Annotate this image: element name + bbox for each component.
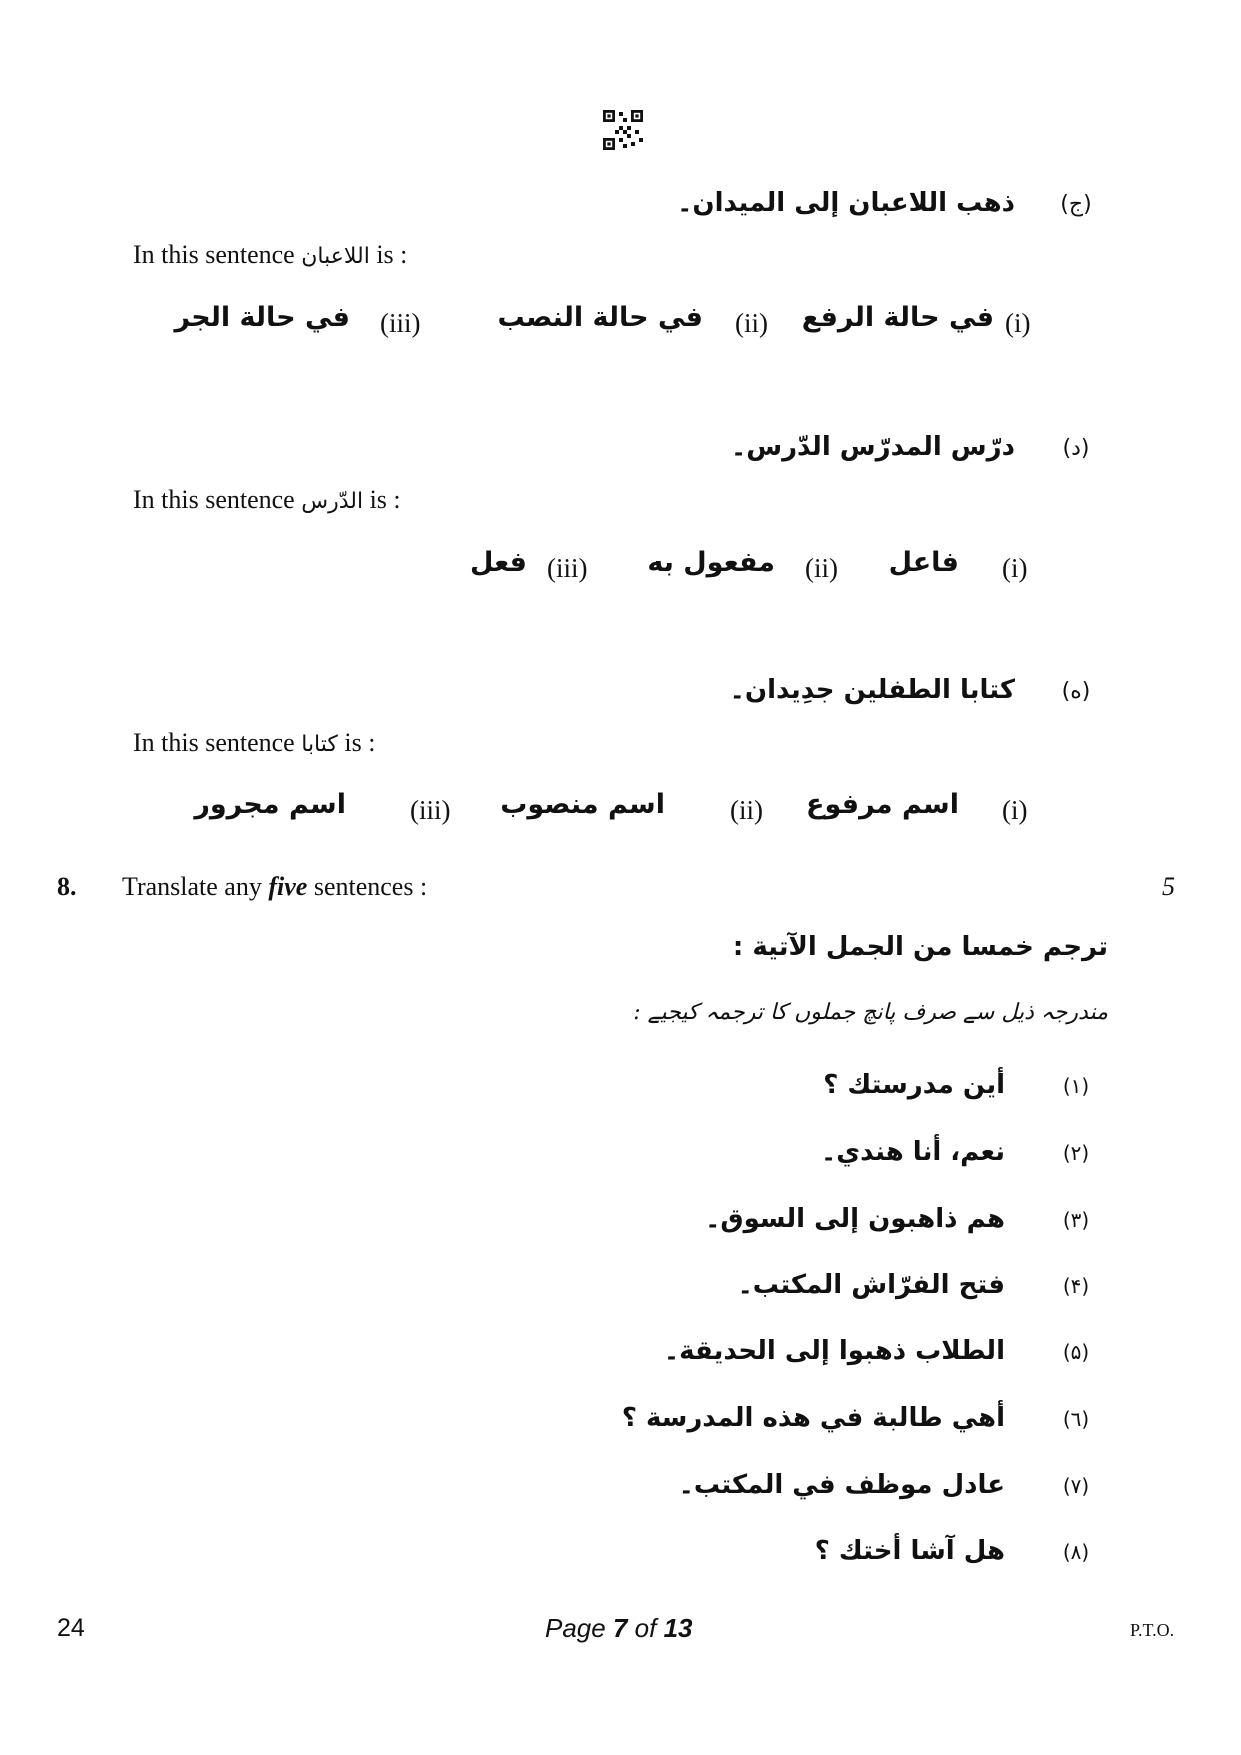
item-marker: (۵) (1062, 1340, 1090, 1364)
item-marker: (٦) (1062, 1407, 1090, 1431)
item-text: عادل موظف في المكتب۔ (678, 1470, 1005, 1500)
part-sentence: كتابا الطفلين جدِيدان۔ (729, 675, 1015, 705)
item-marker: (٨) (1062, 1540, 1090, 1564)
translation-item (815, 1536, 1111, 1566)
option-number: (ii) (730, 795, 763, 825)
part-options (0, 545, 1241, 595)
option-text: فاعل (888, 547, 959, 578)
part-h-header (730, 675, 1111, 705)
prompt-prefix: In this sentence (133, 240, 295, 269)
arabic-instruction: ترجم خمسا من الجمل الآتية : (732, 932, 1108, 962)
translation-item (821, 1137, 1111, 1167)
translation-item (823, 1070, 1111, 1100)
page-current: 7 (612, 1613, 628, 1643)
option-number: (ii) (805, 553, 838, 583)
part-d-header (731, 432, 1111, 462)
translation-item (679, 1470, 1111, 1500)
item-text: هم ذاهبون إلى السوق۔ (705, 1204, 1005, 1234)
question-marks: 5 (1162, 872, 1175, 901)
question-text-before: Translate any (122, 872, 262, 901)
part-sentence: ذهب اللاعبان إلى الميدان۔ (677, 188, 1015, 218)
prompt-prefix: In this sentence (133, 485, 295, 514)
option-text: في حالة النصب (497, 302, 703, 333)
item-marker: (٧) (1062, 1474, 1090, 1498)
part-j-header (677, 188, 1111, 218)
part-marker: (ج) (1060, 192, 1092, 217)
prompt-suffix: is : (344, 728, 376, 757)
item-marker: (٢) (1062, 1141, 1090, 1165)
option-text: مفعول به (647, 547, 775, 578)
part-sentence: درّس المدرّس الدّرس۔ (730, 432, 1015, 462)
page-prefix: Page (545, 1613, 606, 1643)
part-prompt (133, 485, 401, 515)
option-text: في حالة الرفع (801, 302, 994, 333)
option-text: اسم مرفوع (806, 789, 959, 820)
page-number (545, 1613, 693, 1644)
paper-code: 24 (57, 1614, 85, 1642)
item-text: فتح الفرّاش المكتب۔ (737, 1270, 1005, 1300)
option-number: (iii) (380, 308, 421, 338)
translation-item (622, 1403, 1111, 1433)
prompt-prefix: In this sentence (133, 728, 295, 757)
prompt-word: الدّرس (301, 489, 364, 514)
qr-code-icon (603, 110, 643, 150)
translation-item (705, 1204, 1111, 1234)
prompt-word: اللاعبان (301, 244, 370, 269)
page-of: of (634, 1613, 657, 1643)
item-text: نعم، أنا هندي۔ (821, 1137, 1005, 1167)
option-text: اسم منصوب (500, 789, 665, 820)
item-text: الطلاب ذهبوا إلى الحديقة۔ (663, 1336, 1005, 1366)
part-prompt (133, 728, 375, 758)
question-text-emph: five (268, 872, 308, 901)
option-text: اسم مجرور (194, 789, 346, 820)
prompt-suffix: is : (376, 240, 408, 269)
item-text: أهي طالبة في هذه المدرسة ؟ (621, 1403, 1005, 1433)
item-marker: (٣) (1062, 1208, 1090, 1232)
item-text: هل آشا أختك ؟ (814, 1536, 1005, 1566)
option-number: (i) (1002, 553, 1028, 583)
item-marker: (۴) (1062, 1274, 1090, 1298)
option-text: في حالة الجر (174, 302, 350, 333)
item-marker: (١) (1062, 1074, 1090, 1098)
translation-item (664, 1336, 1111, 1366)
part-marker: (ه) (1061, 679, 1091, 704)
option-text: فعل (469, 547, 527, 578)
option-number: (i) (1005, 308, 1031, 338)
question-text (122, 872, 427, 902)
prompt-suffix: is : (369, 485, 401, 514)
question-number: 8. (57, 872, 77, 901)
item-text: أين مدرستك ؟ (823, 1070, 1005, 1100)
question-text-after: sentences : (313, 872, 428, 901)
pto-label: P.T.O. (1130, 1620, 1175, 1640)
part-options (0, 787, 1241, 837)
translation-item (738, 1270, 1111, 1300)
option-number: (ii) (735, 308, 768, 338)
part-marker: (د) (1062, 436, 1090, 461)
page-total: 13 (663, 1613, 693, 1643)
option-number: (iii) (547, 553, 588, 583)
option-number: (iii) (410, 795, 451, 825)
prompt-word: كتابا (301, 732, 338, 757)
part-options (0, 300, 1241, 350)
urdu-instruction: مندرجہ ذیل سے صرف پانچ جملوں کا ترجمہ کیجیے : (633, 1000, 1108, 1025)
part-prompt (133, 240, 407, 270)
option-number: (i) (1002, 795, 1028, 825)
